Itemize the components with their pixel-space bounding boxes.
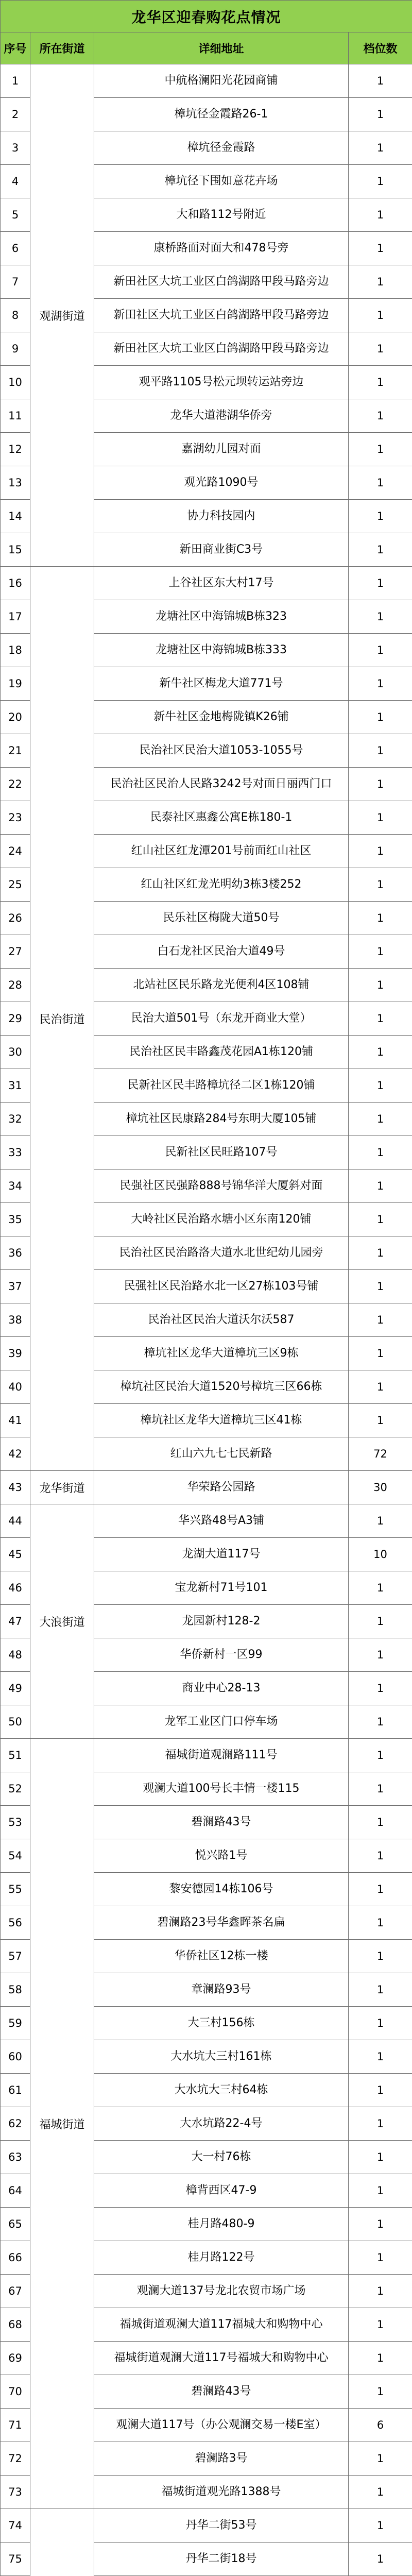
cell-index: 2 bbox=[1, 98, 30, 131]
cell-stalls: 1 bbox=[349, 299, 412, 332]
cell-stalls: 1 bbox=[349, 131, 412, 165]
cell-index: 74 bbox=[1, 2509, 30, 2543]
cell-address: 民新社区民旺路107号 bbox=[94, 1136, 349, 1170]
cell-address: 白石龙社区民治大道49号 bbox=[94, 935, 349, 969]
cell-street: 大浪街道 bbox=[30, 1504, 94, 1739]
cell-index: 10 bbox=[1, 366, 30, 399]
cell-stalls: 1 bbox=[349, 1638, 412, 1672]
cell-index: 12 bbox=[1, 433, 30, 466]
cell-index: 20 bbox=[1, 701, 30, 734]
cell-index: 25 bbox=[1, 868, 30, 902]
cell-index: 11 bbox=[1, 399, 30, 433]
cell-index: 50 bbox=[1, 1705, 30, 1739]
cell-address: 黎安德园14栋106号 bbox=[94, 1873, 349, 1906]
cell-address: 樟背西区47-9 bbox=[94, 2174, 349, 2208]
cell-address: 华侨新村一区99 bbox=[94, 1638, 349, 1672]
cell-address: 民治大道501号（东龙开商业大堂） bbox=[94, 1002, 349, 1036]
cell-index: 35 bbox=[1, 1203, 30, 1236]
table-row bbox=[1, 1739, 412, 1772]
table-row bbox=[1, 2509, 412, 2543]
cell-stalls: 1 bbox=[349, 1170, 412, 1203]
cell-index: 48 bbox=[1, 1638, 30, 1672]
cell-address: 章澜路93号 bbox=[94, 1973, 349, 2007]
cell-address: 民治社区民治路洛大道水北世纪幼儿园旁 bbox=[94, 1236, 349, 1270]
cell-address: 大水坑路22-4号 bbox=[94, 2107, 349, 2141]
cell-stalls: 1 bbox=[349, 1303, 412, 1337]
cell-stalls: 1 bbox=[349, 2543, 412, 2576]
table-body bbox=[1, 64, 412, 2576]
cell-stalls: 1 bbox=[349, 1806, 412, 1839]
cell-index: 24 bbox=[1, 835, 30, 868]
cell-index: 73 bbox=[1, 2476, 30, 2509]
cell-index: 17 bbox=[1, 600, 30, 634]
cell-stalls: 1 bbox=[349, 1370, 412, 1404]
cell-stalls: 1 bbox=[349, 701, 412, 734]
cell-index: 69 bbox=[1, 2342, 30, 2375]
cell-stalls: 1 bbox=[349, 332, 412, 366]
cell-address: 龙湖大道117号 bbox=[94, 1538, 349, 1571]
cell-stalls: 1 bbox=[349, 868, 412, 902]
cell-index: 3 bbox=[1, 131, 30, 165]
cell-stalls: 1 bbox=[349, 835, 412, 868]
table-row bbox=[1, 1471, 412, 1504]
header-street: 所在街道 bbox=[30, 32, 94, 64]
cell-index: 13 bbox=[1, 466, 30, 500]
cell-street: 福城街道 bbox=[30, 1739, 94, 2509]
cell-stalls: 1 bbox=[349, 98, 412, 131]
cell-address: 福城街道观澜路111号 bbox=[94, 1739, 349, 1772]
cell-index: 65 bbox=[1, 2208, 30, 2241]
cell-index: 49 bbox=[1, 1672, 30, 1705]
cell-index: 61 bbox=[1, 2074, 30, 2107]
cell-stalls: 6 bbox=[349, 2409, 412, 2442]
cell-address: 龙塘社区中海锦城B栋333 bbox=[94, 634, 349, 667]
cell-index: 52 bbox=[1, 1772, 30, 1806]
cell-address: 北站社区民乐路龙光便利4区108铺 bbox=[94, 969, 349, 1002]
cell-index: 39 bbox=[1, 1337, 30, 1370]
cell-index: 19 bbox=[1, 667, 30, 701]
cell-stalls: 1 bbox=[349, 2040, 412, 2074]
cell-address: 樟坑径金霞路26-1 bbox=[94, 98, 349, 131]
header-stalls: 档位数 bbox=[349, 32, 412, 64]
cell-stalls: 1 bbox=[349, 1772, 412, 1806]
cell-index: 67 bbox=[1, 2275, 30, 2308]
cell-stalls: 1 bbox=[349, 1705, 412, 1739]
cell-stalls: 1 bbox=[349, 1036, 412, 1069]
page-title: 龙华区迎春购花点情况 bbox=[1, 1, 412, 32]
cell-address: 嘉湖幼儿园对面 bbox=[94, 433, 349, 466]
cell-stalls: 1 bbox=[349, 667, 412, 701]
cell-address: 樟坑径下围如意花卉场 bbox=[94, 165, 349, 198]
table-row bbox=[1, 1504, 412, 1538]
cell-index: 41 bbox=[1, 1404, 30, 1437]
cell-index: 66 bbox=[1, 2241, 30, 2275]
cell-stalls: 1 bbox=[349, 500, 412, 533]
cell-address: 碧澜路3号 bbox=[94, 2442, 349, 2476]
cell-index: 63 bbox=[1, 2141, 30, 2174]
cell-index: 58 bbox=[1, 1973, 30, 2007]
cell-index: 30 bbox=[1, 1036, 30, 1069]
cell-address: 红山六九七七民新路 bbox=[94, 1437, 349, 1471]
cell-index: 72 bbox=[1, 2442, 30, 2476]
cell-index: 6 bbox=[1, 232, 30, 265]
cell-address: 新田社区大坑工业区白鸽湖路甲段马路旁边 bbox=[94, 332, 349, 366]
cell-address: 大和路112号附近 bbox=[94, 198, 349, 232]
cell-stalls: 1 bbox=[349, 2007, 412, 2040]
cell-address: 新牛社区梅龙大道771号 bbox=[94, 667, 349, 701]
cell-stalls: 1 bbox=[349, 2342, 412, 2375]
cell-address: 新田商业街C3号 bbox=[94, 533, 349, 567]
cell-stalls: 1 bbox=[349, 1002, 412, 1036]
cell-stalls: 1 bbox=[349, 1504, 412, 1538]
cell-address: 龙园新村128-2 bbox=[94, 1605, 349, 1638]
cell-address: 中航格澜阳光花园商铺 bbox=[94, 64, 349, 98]
cell-index: 28 bbox=[1, 969, 30, 1002]
cell-stalls: 1 bbox=[349, 2442, 412, 2476]
cell-stalls: 1 bbox=[349, 265, 412, 299]
cell-address: 大一村76栋 bbox=[94, 2141, 349, 2174]
cell-index: 37 bbox=[1, 1270, 30, 1303]
cell-index: 29 bbox=[1, 1002, 30, 1036]
cell-stalls: 1 bbox=[349, 1605, 412, 1638]
cell-stalls: 1 bbox=[349, 2308, 412, 2342]
cell-stalls: 1 bbox=[349, 734, 412, 768]
cell-index: 62 bbox=[1, 2107, 30, 2141]
cell-index: 42 bbox=[1, 1437, 30, 1471]
cell-address: 大水坑大三村161栋 bbox=[94, 2040, 349, 2074]
cell-address: 民治社区民治大道沃尔沃587 bbox=[94, 1303, 349, 1337]
cell-stalls: 1 bbox=[349, 634, 412, 667]
cell-index: 45 bbox=[1, 1538, 30, 1571]
cell-index: 60 bbox=[1, 2040, 30, 2074]
cell-index: 68 bbox=[1, 2308, 30, 2342]
cell-street bbox=[30, 2509, 94, 2576]
cell-index: 1 bbox=[1, 64, 30, 98]
cell-stalls: 1 bbox=[349, 533, 412, 567]
cell-address: 华荣路公园路 bbox=[94, 1471, 349, 1504]
cell-address: 红山社区红龙潭201号前面红山社区 bbox=[94, 835, 349, 868]
cell-stalls: 1 bbox=[349, 768, 412, 801]
cell-address: 大水坑大三村64栋 bbox=[94, 2074, 349, 2107]
cell-address: 樟坑社区龙华大道樟坑三区41栋 bbox=[94, 1404, 349, 1437]
cell-address: 新牛社区金地梅陇镇K26铺 bbox=[94, 701, 349, 734]
cell-address: 民强社区民强路888号锦华洋大厦斜对面 bbox=[94, 1170, 349, 1203]
cell-stalls: 1 bbox=[349, 466, 412, 500]
cell-stalls: 1 bbox=[349, 1973, 412, 2007]
cell-stalls: 30 bbox=[349, 1471, 412, 1504]
cell-stalls: 1 bbox=[349, 969, 412, 1002]
cell-stalls: 1 bbox=[349, 1103, 412, 1136]
cell-stalls: 1 bbox=[349, 2074, 412, 2107]
header-row bbox=[1, 32, 412, 64]
cell-stalls: 1 bbox=[349, 1940, 412, 1973]
cell-stalls: 1 bbox=[349, 1337, 412, 1370]
cell-stalls: 1 bbox=[349, 1404, 412, 1437]
cell-index: 26 bbox=[1, 902, 30, 935]
cell-index: 32 bbox=[1, 1103, 30, 1136]
cell-address: 民新社区民丰路樟坑径二区1栋120铺 bbox=[94, 1069, 349, 1103]
cell-address: 福城街道观澜大道117号福城大和购物中心 bbox=[94, 2342, 349, 2375]
cell-index: 9 bbox=[1, 332, 30, 366]
table-row bbox=[1, 64, 412, 98]
cell-address: 樟坑社区民康路284号东明大厦105铺 bbox=[94, 1103, 349, 1136]
cell-stalls: 1 bbox=[349, 1270, 412, 1303]
cell-index: 44 bbox=[1, 1504, 30, 1538]
cell-stalls: 1 bbox=[349, 64, 412, 98]
cell-stalls: 1 bbox=[349, 399, 412, 433]
cell-address: 龙塘社区中海锦城B栋323 bbox=[94, 600, 349, 634]
cell-stalls: 1 bbox=[349, 366, 412, 399]
cell-street: 民治街道 bbox=[30, 567, 94, 1471]
cell-index: 70 bbox=[1, 2375, 30, 2409]
cell-address: 华侨社区12栋一楼 bbox=[94, 1940, 349, 1973]
cell-index: 54 bbox=[1, 1839, 30, 1873]
cell-stalls: 1 bbox=[349, 2107, 412, 2141]
cell-index: 46 bbox=[1, 1571, 30, 1605]
cell-index: 40 bbox=[1, 1370, 30, 1404]
cell-index: 8 bbox=[1, 299, 30, 332]
header-index: 序号 bbox=[1, 32, 30, 64]
cell-address: 华兴路48号A3铺 bbox=[94, 1504, 349, 1538]
cell-address: 宝龙新村71号101 bbox=[94, 1571, 349, 1605]
cell-address: 龙军工业区门口停车场 bbox=[94, 1705, 349, 1739]
cell-stalls: 1 bbox=[349, 198, 412, 232]
cell-address: 桂月路122号 bbox=[94, 2241, 349, 2275]
cell-address: 悦兴路1号 bbox=[94, 1839, 349, 1873]
cell-stalls: 1 bbox=[349, 2509, 412, 2543]
cell-index: 14 bbox=[1, 500, 30, 533]
cell-index: 16 bbox=[1, 567, 30, 600]
cell-index: 27 bbox=[1, 935, 30, 969]
cell-address: 观光路1090号 bbox=[94, 466, 349, 500]
cell-stalls: 10 bbox=[349, 1538, 412, 1571]
cell-address: 商业中心28-13 bbox=[94, 1672, 349, 1705]
cell-address: 观澜大道137号龙北农贸市场广场 bbox=[94, 2275, 349, 2308]
cell-address: 碧澜路23号华鑫晖茶名扁 bbox=[94, 1906, 349, 1940]
cell-stalls: 1 bbox=[349, 1906, 412, 1940]
cell-stalls: 1 bbox=[349, 1203, 412, 1236]
cell-index: 23 bbox=[1, 801, 30, 835]
title-row bbox=[1, 1, 412, 32]
cell-address: 上谷社区东大村17号 bbox=[94, 567, 349, 600]
cell-street: 龙华街道 bbox=[30, 1471, 94, 1504]
cell-index: 34 bbox=[1, 1170, 30, 1203]
cell-stalls: 1 bbox=[349, 567, 412, 600]
cell-address: 民泰社区惠鑫公寓E栋180-1 bbox=[94, 801, 349, 835]
cell-index: 38 bbox=[1, 1303, 30, 1337]
cell-stalls: 1 bbox=[349, 801, 412, 835]
cell-stalls: 1 bbox=[349, 1672, 412, 1705]
cell-stalls: 1 bbox=[349, 1873, 412, 1906]
cell-index: 57 bbox=[1, 1940, 30, 1973]
cell-address: 丹华二街18号 bbox=[94, 2543, 349, 2576]
cell-index: 71 bbox=[1, 2409, 30, 2442]
cell-index: 22 bbox=[1, 768, 30, 801]
cell-stalls: 1 bbox=[349, 902, 412, 935]
cell-index: 36 bbox=[1, 1236, 30, 1270]
cell-index: 43 bbox=[1, 1471, 30, 1504]
cell-stalls: 1 bbox=[349, 2375, 412, 2409]
cell-stalls: 1 bbox=[349, 2174, 412, 2208]
cell-stalls: 1 bbox=[349, 2476, 412, 2509]
cell-stalls: 1 bbox=[349, 2208, 412, 2241]
cell-stalls: 1 bbox=[349, 1236, 412, 1270]
cell-index: 47 bbox=[1, 1605, 30, 1638]
cell-stalls: 1 bbox=[349, 232, 412, 265]
cell-address: 新田社区大坑工业区白鸽湖路甲段马路旁边 bbox=[94, 265, 349, 299]
cell-stalls: 72 bbox=[349, 1437, 412, 1471]
cell-index: 51 bbox=[1, 1739, 30, 1772]
cell-address: 红山社区红龙光明幼3栋3楼252 bbox=[94, 868, 349, 902]
cell-address: 碧澜路43号 bbox=[94, 2375, 349, 2409]
cell-address: 大岭社区民治路水塘小区东南120铺 bbox=[94, 1203, 349, 1236]
cell-address: 民强社区民治路水北一区27栋103号铺 bbox=[94, 1270, 349, 1303]
cell-address: 樟坑径金霞路 bbox=[94, 131, 349, 165]
cell-index: 5 bbox=[1, 198, 30, 232]
cell-stalls: 1 bbox=[349, 2241, 412, 2275]
cell-stalls: 1 bbox=[349, 600, 412, 634]
cell-address: 观澜大道117号（办公观澜交易一楼E室） bbox=[94, 2409, 349, 2442]
cell-address: 樟坑社区龙华大道樟坑三区9栋 bbox=[94, 1337, 349, 1370]
cell-index: 59 bbox=[1, 2007, 30, 2040]
cell-address: 碧澜路43号 bbox=[94, 1806, 349, 1839]
cell-address: 康桥路面对面大和478号旁 bbox=[94, 232, 349, 265]
table-row bbox=[1, 567, 412, 600]
cell-address: 大三村156栋 bbox=[94, 2007, 349, 2040]
cell-stalls: 1 bbox=[349, 2141, 412, 2174]
cell-address: 协力科技园内 bbox=[94, 500, 349, 533]
cell-index: 53 bbox=[1, 1806, 30, 1839]
cell-index: 18 bbox=[1, 634, 30, 667]
cell-address: 丹华二街53号 bbox=[94, 2509, 349, 2543]
cell-address: 民乐社区梅陇大道50号 bbox=[94, 902, 349, 935]
cell-address: 民治社区民治人民路3242号对面日丽西门口 bbox=[94, 768, 349, 801]
cell-address: 民治社区民丰路鑫茂花园A1栋120铺 bbox=[94, 1036, 349, 1069]
cell-stalls: 1 bbox=[349, 1739, 412, 1772]
cell-index: 31 bbox=[1, 1069, 30, 1103]
cell-address: 桂月路480-9 bbox=[94, 2208, 349, 2241]
cell-index: 64 bbox=[1, 2174, 30, 2208]
cell-index: 21 bbox=[1, 734, 30, 768]
cell-address: 福城街道观光路1388号 bbox=[94, 2476, 349, 2509]
cell-index: 7 bbox=[1, 265, 30, 299]
cell-index: 33 bbox=[1, 1136, 30, 1170]
cell-stalls: 1 bbox=[349, 1839, 412, 1873]
cell-stalls: 1 bbox=[349, 2275, 412, 2308]
cell-street: 观湖街道 bbox=[30, 64, 94, 567]
cell-index: 56 bbox=[1, 1906, 30, 1940]
cell-address: 观澜大道100号长丰情一楼115 bbox=[94, 1772, 349, 1806]
cell-stalls: 1 bbox=[349, 165, 412, 198]
cell-address: 观平路1105号松元坝转运站旁边 bbox=[94, 366, 349, 399]
cell-stalls: 1 bbox=[349, 1571, 412, 1605]
cell-stalls: 1 bbox=[349, 433, 412, 466]
cell-index: 75 bbox=[1, 2543, 30, 2576]
cell-stalls: 1 bbox=[349, 935, 412, 969]
cell-stalls: 1 bbox=[349, 1069, 412, 1103]
cell-index: 15 bbox=[1, 533, 30, 567]
cell-address: 龙华大道港湖华侨旁 bbox=[94, 399, 349, 433]
cell-address: 新田社区大坑工业区白鸽湖路甲段马路旁边 bbox=[94, 299, 349, 332]
cell-index: 4 bbox=[1, 165, 30, 198]
cell-address: 福城街道观澜大道117福城大和购物中心 bbox=[94, 2308, 349, 2342]
header-address: 详细地址 bbox=[94, 32, 349, 64]
cell-address: 樟坑社区民治大道1520号樟坑三区66栋 bbox=[94, 1370, 349, 1404]
cell-stalls: 1 bbox=[349, 1136, 412, 1170]
cell-index: 55 bbox=[1, 1873, 30, 1906]
cell-address: 民治社区民治大道1053-1055号 bbox=[94, 734, 349, 768]
